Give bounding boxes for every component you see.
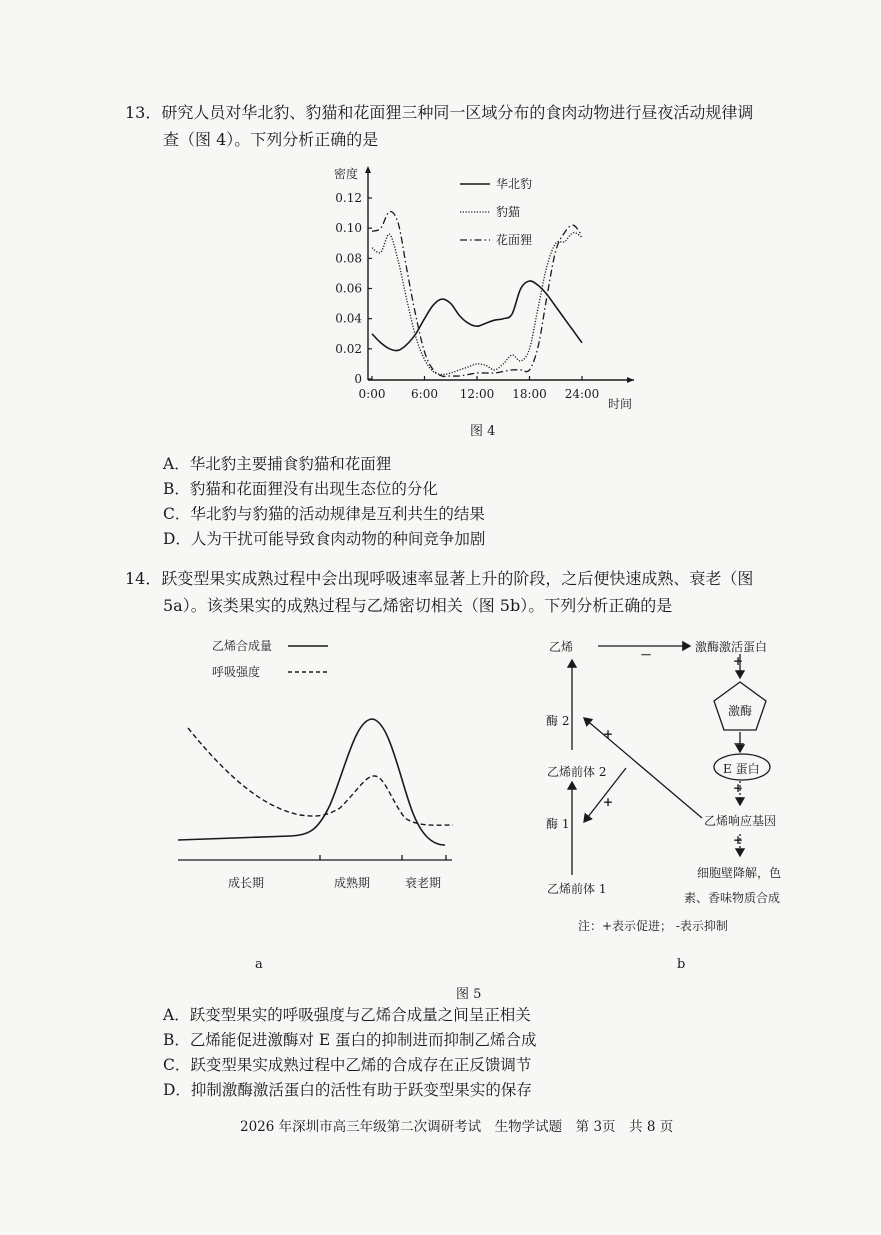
respiration-curve — [188, 728, 453, 825]
sign-promote-gene: + — [733, 781, 744, 795]
question-14-stem — [125, 565, 825, 619]
y-tick-label: 0.10 — [335, 221, 362, 236]
chart-series — [372, 211, 582, 376]
sign-promote-enzyme2: + — [603, 727, 614, 741]
x-tick-label: 0:00 — [358, 387, 386, 401]
sign-inhibit-e-protein: － — [733, 737, 746, 751]
y-tick-label: 0.08 — [335, 251, 362, 266]
question-14-line-2: 5a）。该类果实的成熟过程与乙烯密切相关（图 5b）。下列分析正确的是 — [163, 596, 673, 615]
node-effects-line-1: 细胞壁降解，色 — [697, 866, 782, 880]
option-14-a[interactable]: A．跃变型果实的呼吸强度与乙烯合成量之间呈正相关 — [163, 1006, 531, 1024]
question-14-line-1: 14．跃变型果实成熟过程中会出现呼吸速率显著上升的阶段，之后便快速成熟、衰老（图 — [125, 569, 754, 588]
node-e-protein: E 蛋白 — [723, 762, 760, 776]
node-precursor-2: 乙烯前体 2 — [547, 765, 607, 779]
x-axis-title: 时间 — [608, 397, 633, 411]
legend-ethylene-label: 乙烯合成量 — [212, 639, 273, 653]
node-enzyme-1: 酶 1 — [546, 817, 570, 831]
question-13-line-2: 查（图 4）。下列分析正确的是 — [163, 130, 379, 149]
legend-label-2: 豹猫 — [496, 205, 521, 219]
x-tick-label: 12:00 — [459, 387, 495, 401]
option-14-c[interactable]: C．跃变型果实成熟过程中乙烯的合成存在正反馈调节 — [163, 1056, 532, 1074]
sign-inhibit-activator: － — [640, 648, 653, 662]
node-kinase-activator: 激酶激活蛋白 — [695, 640, 768, 654]
y-axis-arrowhead — [365, 166, 371, 173]
y-tick-label: 0.06 — [335, 281, 362, 296]
x-tick-label: 24:00 — [564, 387, 600, 401]
option-13-c[interactable]: C．华北豹与豹猫的活动规律是互利共生的结果 — [163, 505, 485, 523]
option-14-d[interactable]: D．抑制激酶激活蛋白的活性有助于跃变型果实的保存 — [163, 1081, 532, 1099]
node-ethylene: 乙烯 — [549, 640, 574, 654]
chart-axes — [334, 166, 634, 411]
sign-promote-effects: + — [733, 833, 744, 847]
stage-senescence-label: 衰老期 — [405, 876, 442, 890]
sign-promote-enzyme1: + — [603, 795, 614, 809]
sign-promote-kinase: + — [733, 654, 744, 668]
option-13-d[interactable]: D．人为干扰可能导致食肉动物的种间竞争加剧 — [163, 530, 486, 548]
figure-5b-note: 注：+表示促进； -表示抑制 — [578, 919, 728, 933]
page-footer: 2026 年深圳市高三年级第二次调研考试 生物学试题 第 3页 共 8 页 — [240, 1119, 674, 1135]
figure-4-caption: 图 4 — [470, 424, 496, 439]
y-tick-label: 0 — [354, 372, 362, 386]
node-response-gene: 乙烯响应基因 — [704, 814, 777, 828]
y-tick-label: 0.04 — [335, 311, 362, 326]
series-line-1 — [372, 281, 582, 351]
y-tick-label: 0.12 — [335, 191, 362, 205]
y-tick-label: 0.02 — [335, 341, 362, 356]
figure-5b-label: b — [677, 957, 686, 972]
figure-5a-curve-diagram — [170, 630, 470, 910]
question-13-stem — [125, 99, 825, 153]
question-13-line-1: 13．研究人员对华北豹、豹猫和花面狸三种同一区域分布的食肉动物进行昼夜活动规律调 — [125, 103, 754, 122]
ethylene-curve — [178, 719, 445, 845]
stage-ripening-label: 成熟期 — [334, 876, 371, 890]
node-enzyme-2: 酶 2 — [546, 714, 570, 728]
figure-5a-label: a — [255, 957, 263, 972]
node-effects-line-2: 素、香味物质合成 — [684, 891, 781, 905]
node-precursor-1: 乙烯前体 1 — [547, 882, 607, 896]
legend-label-1: 华北豹 — [496, 177, 533, 191]
node-kinase: 激酶 — [728, 704, 753, 718]
legend-label-3: 花面狸 — [496, 233, 533, 247]
y-axis-title: 密度 — [334, 167, 359, 181]
x-tick-label: 6:00 — [411, 387, 438, 401]
option-13-b[interactable]: B．豹猫和花面狸没有出现生态位的分化 — [163, 480, 438, 498]
x-tick-label: 18:00 — [512, 387, 547, 401]
x-axis-arrowhead — [627, 377, 634, 383]
chart-legend — [460, 176, 532, 247]
option-13-a[interactable]: A．华北豹主要捕食豹猫和花面狸 — [163, 455, 392, 473]
stage-growth-label: 成长期 — [228, 876, 265, 890]
question-13-options — [163, 452, 485, 552]
series-line-3 — [372, 211, 582, 376]
legend-respiration-label: 呼吸强度 — [212, 665, 261, 679]
figure-5-caption: 图 5 — [456, 987, 482, 1002]
figure-4-line-chart — [320, 160, 650, 420]
option-14-b[interactable]: B．乙烯能促进激酶对 E 蛋白的抑制进而抑制乙烯合成 — [163, 1031, 537, 1049]
question-14-options — [163, 1003, 537, 1103]
